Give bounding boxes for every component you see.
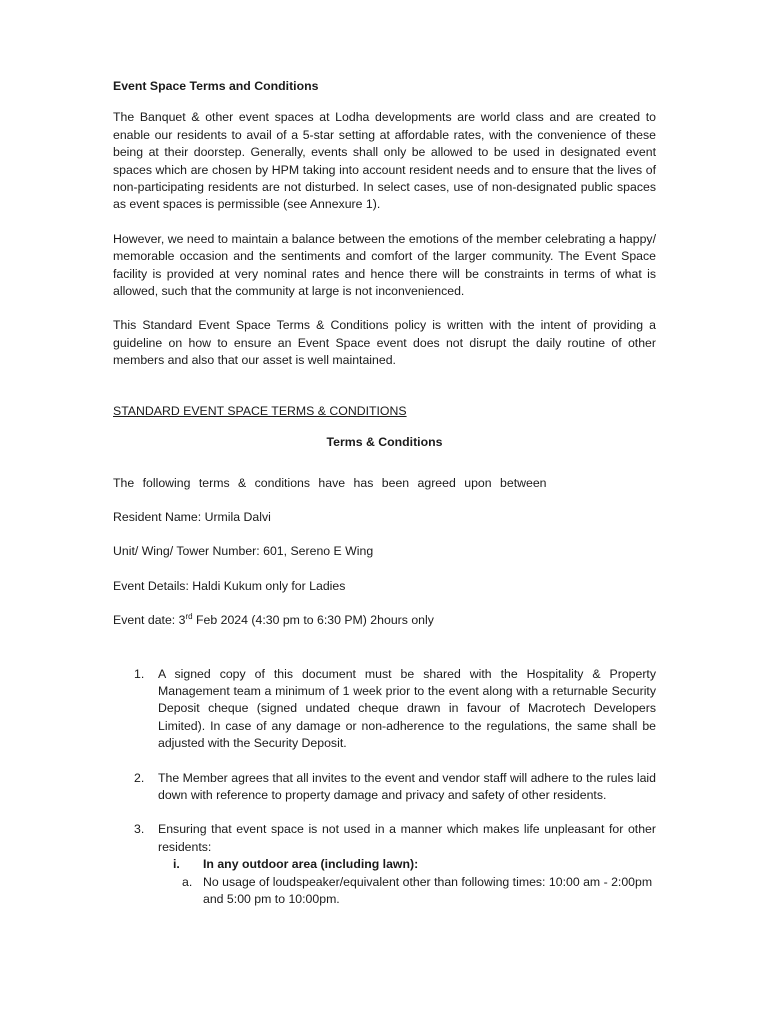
term-text: Ensuring that event space is not used in a manner which makes life unpleasant for other residents:: [158, 822, 656, 854]
resident-name: Resident Name: Urmila Dalvi: [113, 509, 271, 524]
sub-list: [158, 856, 656, 908]
event-date-rest: Feb 2024 (4:30 pm to 6:30 PM) 2hours only: [192, 613, 434, 628]
sub-item-text: In any outdoor area (including lawn):: [203, 857, 419, 872]
sub-item-number: i.: [173, 857, 180, 872]
document-title: Event Space Terms and Conditions: [113, 79, 319, 93]
event-date-ordinal: rd: [185, 612, 193, 622]
term-item: [113, 770, 656, 805]
term-item: [113, 821, 656, 908]
subsub-item: [158, 874, 656, 909]
event-details: Event Details: Haldi Kukum only for Ladies: [113, 578, 346, 593]
balance-paragraph: However, we need to maintain a balance between the emotions of the member celebrating a happy/ memorable occasion and the sentiments and comfort of the larger community. The Event Space facility is provided at very nominal rates and hence there will be constraints in terms of what is allowed, such that the community at large is not inconvenienced.: [113, 231, 656, 299]
sub-item: [158, 856, 656, 873]
term-text: The Member agrees that all invites to the event and vendor staff will adhere to the rules laid down with reference to property damage and privacy and safety of other residents.: [158, 770, 656, 802]
unit-number: Unit/ Wing/ Tower Number: 601, Sereno E Wing: [113, 544, 374, 559]
section-heading: STANDARD EVENT SPACE TERMS & CONDITIONS: [113, 403, 407, 418]
intro-paragraph: The Banquet & other event spaces at Lodha developments are world class and are created to enable our residents to avail of a 5-star setting at affordable rates, with the convenience of these being at their doorstep. Generally, events shall only be allowed to be used in designated event spaces which are chosen by HPM taking into account resident needs and to ensure that the lives of non-participating residents are not disturbed. In select cases, use of non-designated public spaces as event spaces is permissible (see Annexure 1).: [113, 110, 656, 212]
agreement-intro: The following terms & conditions have has been agreed upon between: [113, 475, 547, 490]
subsub-item-text: No usage of loudspeaker/equivalent other than following times: 10:00 am - 2:00pm and 5:00 pm to 10:00pm.: [203, 874, 653, 906]
policy-paragraph: This Standard Event Space Terms & Conditions policy is written with the intent of providing a guideline on how to ensure an Event Space event does not disrupt the daily routine of other members and also that our asset is well maintained.: [113, 318, 656, 368]
event-date-prefix: Event date: 3: [113, 613, 186, 628]
term-number: 1.: [134, 666, 145, 681]
event-date: [113, 612, 656, 629]
term-text: A signed copy of this document must be shared with the Hospitality & Property Management team a minimum of 1 week prior to the event along with a returnable Security Deposit cheque (signed undated cheque drawn in favour of Macrotech Developers Limited). In case of any damage or non-adherence to the regulations, the same shall be adjusted with the Security Deposit.: [158, 666, 656, 751]
terms-heading: Terms & Conditions: [326, 435, 443, 450]
term-number: 2.: [134, 770, 145, 785]
document-page: [113, 78, 656, 908]
term-number: 3.: [134, 822, 145, 837]
term-item: [113, 666, 656, 753]
subsub-item-number: a.: [182, 874, 193, 889]
terms-list: [113, 666, 656, 909]
